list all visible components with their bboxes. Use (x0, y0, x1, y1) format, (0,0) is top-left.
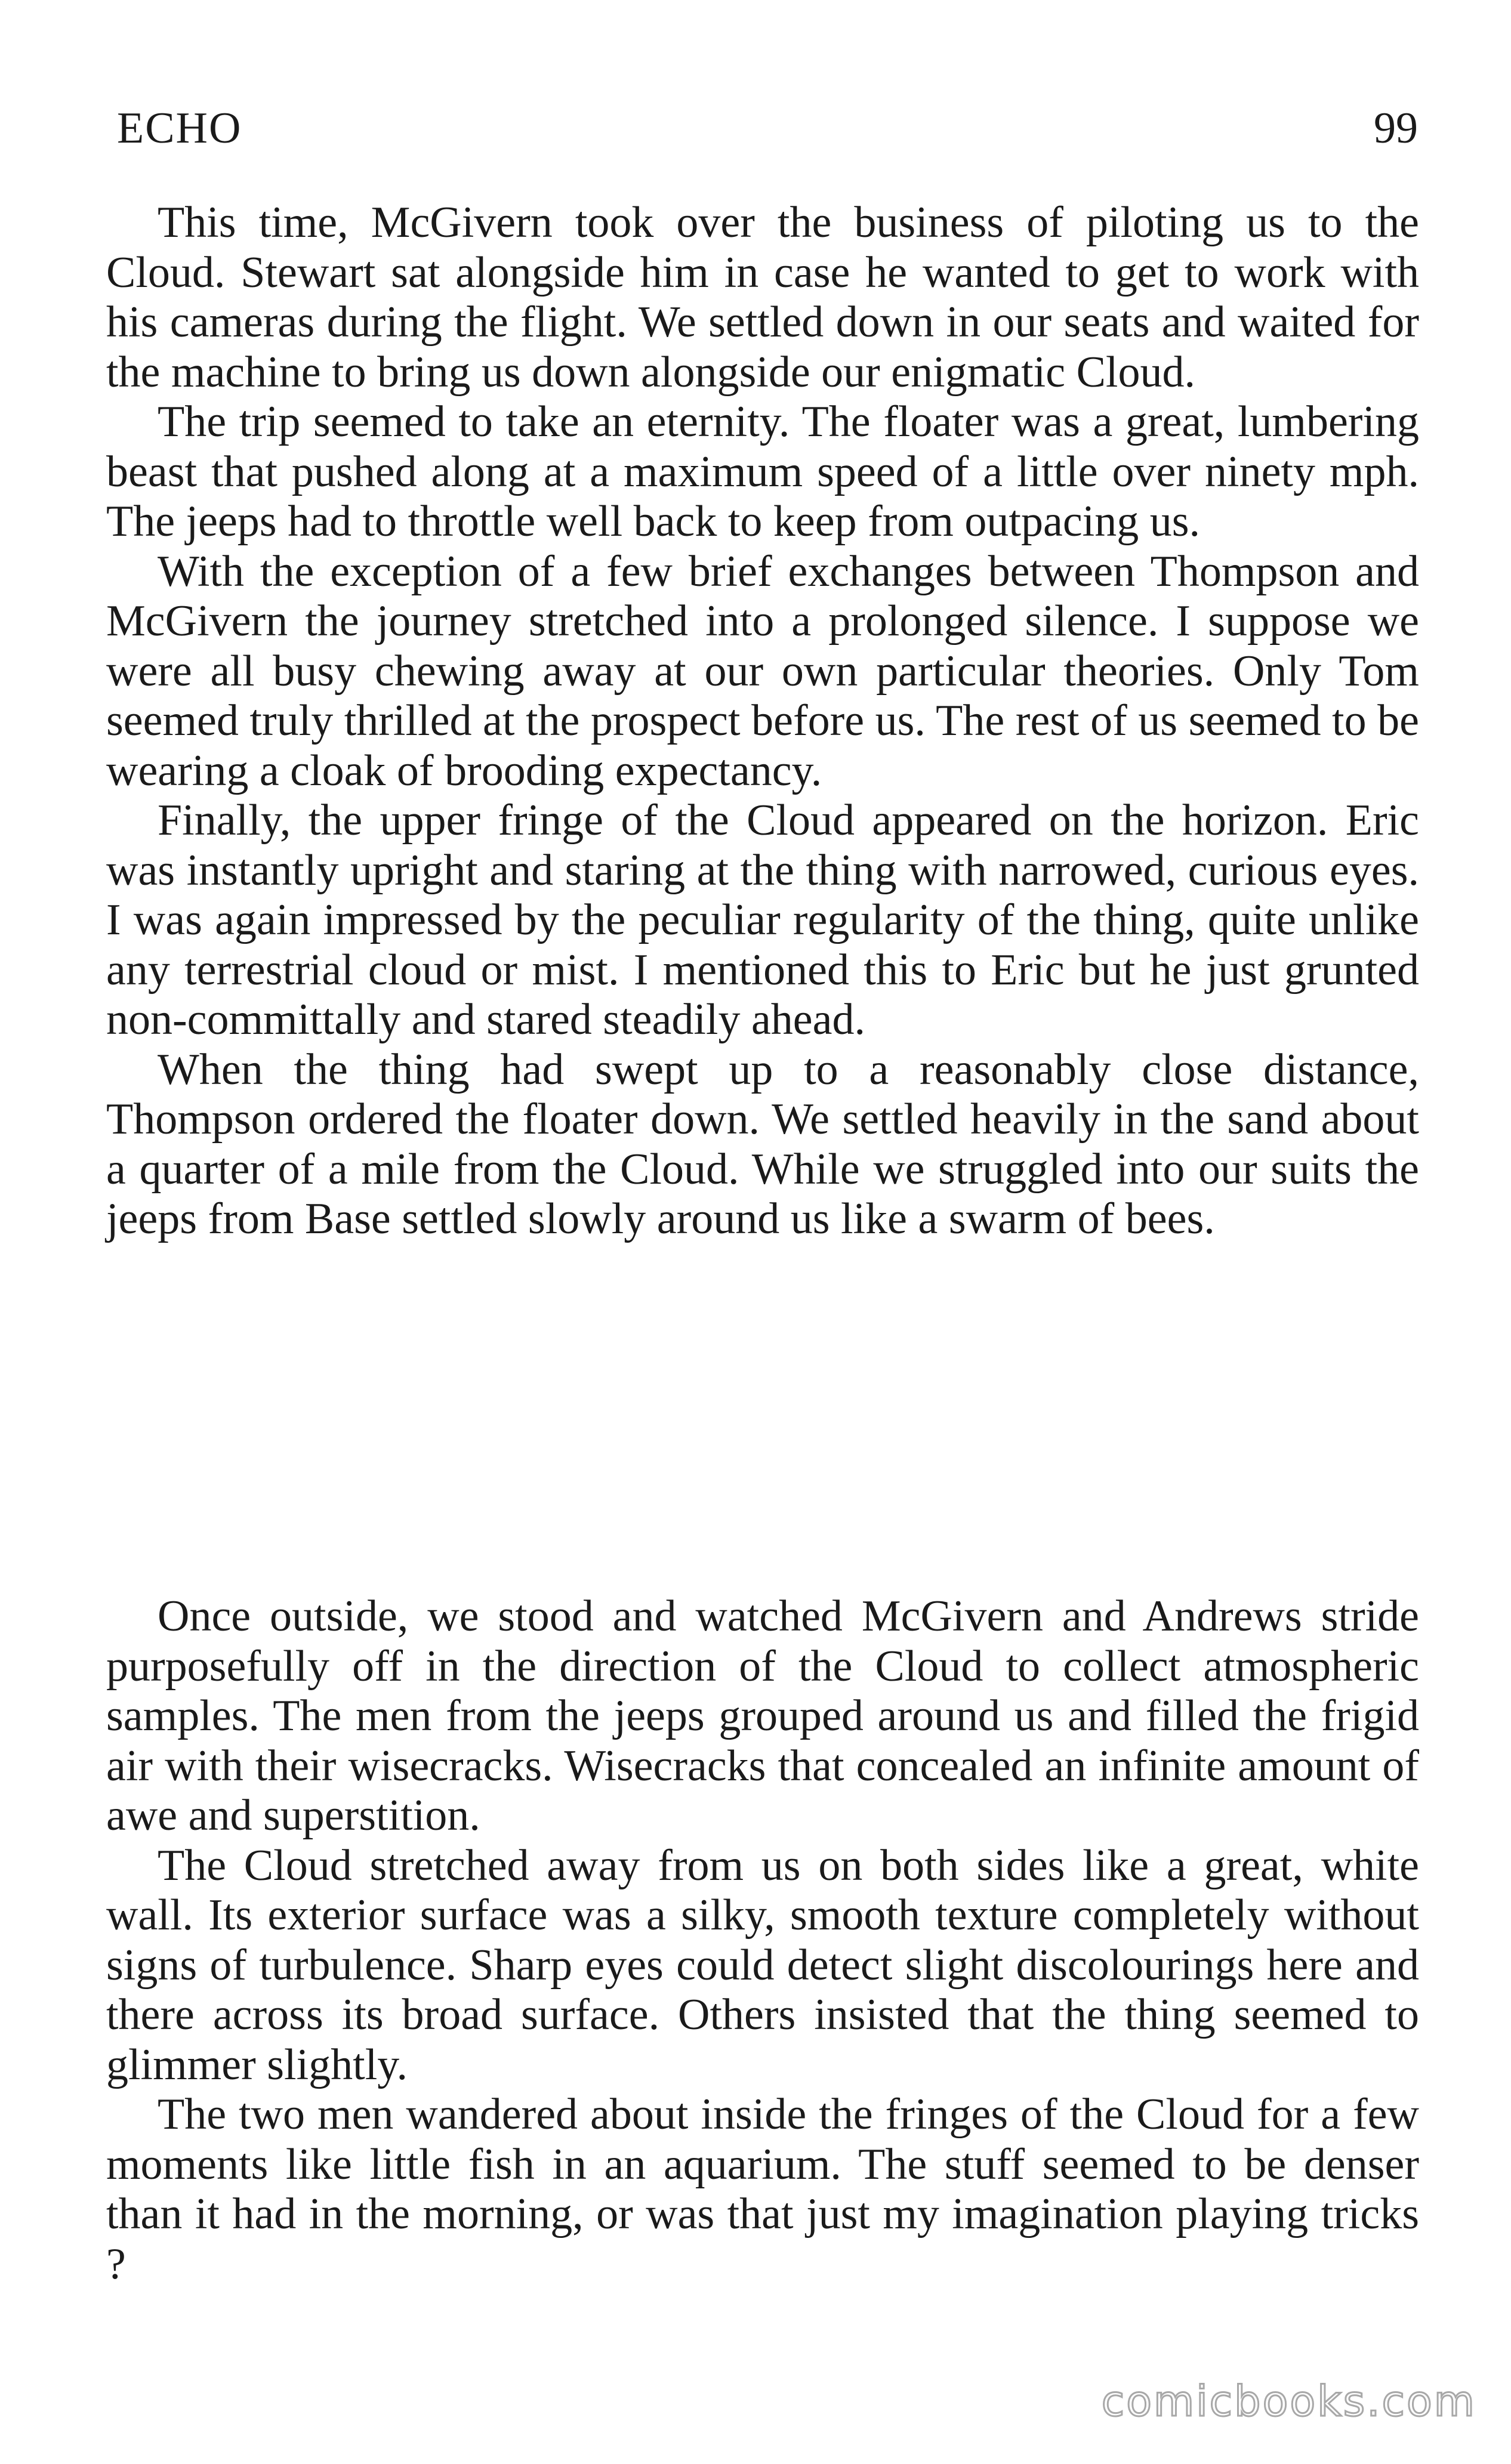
paragraph: Once outside, we stood and watched McGivern and Andrews stride purposefully off in the direction of the Cloud to collect atmospheric samples. The men from the jeeps grouped around us and filled the frigid air with their wisecracks. Wisecracks that concealed an infinite amount of awe and superstition. (106, 1592, 1419, 1840)
paragraph: When the thing had swept up to a reasonably close distance, Thompson ordered the floater down. We settled heavily in the sand about a quarter of a mile from the Cloud. While we struggled into our suits the jeeps from Base settled slowly around us like a swarm of bees. (106, 1045, 1419, 1243)
body-text-section-one (106, 198, 1419, 1245)
body-text-section-two (106, 1592, 1419, 2289)
running-head (117, 95, 1418, 161)
paragraph: The Cloud stretched away from us on both sides like a great, white wall. Its exterior surface was a silky, smooth texture completely without signs of turbulence. Sharp eyes could detect slight discolourings here and there across its broad surface. Others insisted that the thing seemed to glimmer slightly. (106, 1841, 1419, 2089)
page-number: 99 (1374, 104, 1418, 153)
paragraph: Finally, the upper fringe of the Cloud appeared on the horizon. Eric was instantly upright and staring at the thing with narrowed, curious eyes. I was again impressed by the peculiar regularity of the thing, quite unlike any terrestrial cloud or mist. I mentioned this to Eric but he just grunted non-committally and stared steadily ahead. (106, 796, 1419, 1044)
paragraph: The two men wandered about inside the fringes of the Cloud for a few moments like little fish in an aquarium. The stuff seemed to be denser than it had in the morning, or was that just my imagination playing tricks ? (106, 2090, 1419, 2289)
paragraph: The trip seemed to take an eternity. The floater was a great, lumbering beast that pushed along at a maximum speed of a little over ninety mph. The jeeps had to throttle well back to keep from outpacing us. (106, 397, 1419, 546)
paragraph: This time, McGivern took over the business of piloting us to the Cloud. Stewart sat alongside him in case he wanted to get to work with his cameras during the flight. We settled down in our seats and waited for the machine to bring us down alongside our enigmatic Cloud. (106, 198, 1419, 397)
watermark: comicbooks.com (1101, 2377, 1476, 2426)
paragraph: With the exception of a few brief exchanges between Thompson and McGivern the journey stretched into a prolonged silence. I suppose we were all busy chewing away at our own particular theories. Only Tom seemed truly thrilled at the prospect before us. The rest of us seemed to be wearing a cloak of brooding expectancy. (106, 546, 1419, 795)
running-title: ECHO (117, 104, 242, 153)
